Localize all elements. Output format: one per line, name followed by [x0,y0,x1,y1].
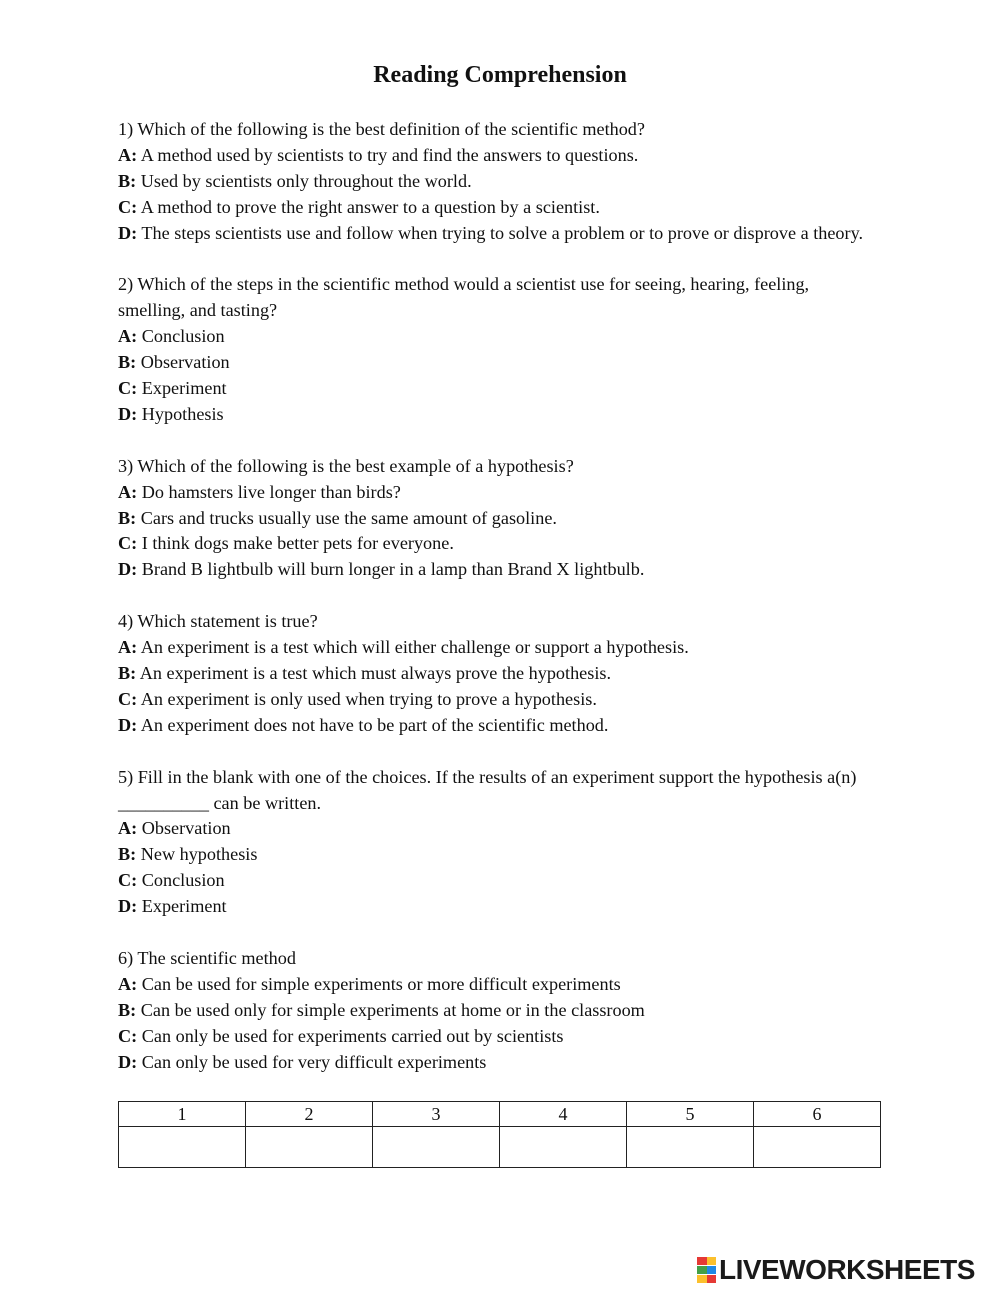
option-b [118,169,878,195]
option-letter: B: [118,844,137,865]
answer-cell-5[interactable] [627,1127,754,1168]
option-text: Can be used for simple experiments or more difficult experiments [137,973,621,994]
option-b [118,506,878,532]
option-c [118,376,878,402]
option-text: Do hamsters live longer than birds? [137,481,401,502]
option-letter: D: [118,714,138,735]
question-prompt: 2) Which of the steps in the scientific method would a scientist use for seeing, hearing, feeling, smelling, and tasting? [118,274,810,321]
option-a [118,972,878,998]
option-text: Observation [137,818,231,839]
question-6 [118,946,878,1076]
option-text: Experiment [137,896,227,917]
option-text: Used by scientists only throughout the world. [136,170,472,191]
option-letter: C: [118,196,138,217]
option-d [118,894,878,920]
answer-cell-4[interactable] [500,1127,627,1168]
option-text: Cars and trucks usually use the same amount of gasoline. [136,507,557,528]
option-letter: A: [118,144,138,165]
option-letter: D: [118,559,138,580]
option-a [118,324,878,350]
option-letter: A: [118,326,138,347]
option-text: An experiment is a test which must always prove the hypothesis. [136,662,611,683]
option-letter: C: [118,378,138,399]
option-letter: A: [118,973,138,994]
option-b [118,350,878,376]
option-letter: D: [118,403,138,424]
answer-header-6: 6 [754,1102,881,1127]
option-text: An experiment does not have to be part of the scientific method. [137,714,609,735]
answer-header-5: 5 [627,1102,754,1127]
option-a [118,635,878,661]
logo-block-icon [697,1266,716,1274]
option-text: Can only be used for experiments carried out by scientists [137,1025,564,1046]
option-c [118,687,878,713]
option-letter: A: [118,481,138,502]
option-text: Conclusion [137,326,225,347]
option-c [118,195,878,221]
questions-container [118,117,878,1075]
question-prompt: 1) Which of the following is the best definition of the scientific method? [118,119,645,139]
logo-text: LIVEWORKSHEETS [719,1254,975,1285]
answer-table [118,1101,881,1168]
option-letter: C: [118,870,138,891]
question-prompt: 5) Fill in the blank with one of the choices. If the results of an experiment support the hypothesis a(n) __________ can be written. [118,766,857,813]
option-text: New hypothesis [136,844,258,865]
question-prompt: 4) Which statement is true? [118,611,318,632]
option-d [118,713,878,739]
option-b [118,998,878,1024]
option-text: A method to prove the right answer to a question by a scientist. [137,196,600,217]
answer-header-2: 2 [246,1102,373,1127]
answer-table-header-row [119,1102,881,1127]
option-a [118,143,878,169]
option-text: A method used by scientists to try and find the answers to questions. [137,144,639,165]
answer-cell-3[interactable] [373,1127,500,1168]
option-letter: D: [118,222,138,243]
option-c [118,531,878,557]
option-text: The steps scientists use and follow when trying to solve a problem or to prove or disprove a theory. [137,222,864,243]
page-title: Reading Comprehension [373,62,627,88]
question-prompt: 3) Which of the following is the best example of a hypothesis? [118,455,574,476]
option-letter: B: [118,170,137,191]
option-letter: D: [118,896,138,917]
answer-cell-1[interactable] [119,1127,246,1168]
option-c [118,868,878,894]
option-letter: C: [118,1025,138,1046]
answer-table-input-row [119,1127,881,1168]
option-letter: B: [118,662,137,683]
option-a [118,816,878,842]
option-c [118,1024,878,1050]
option-a [118,480,878,506]
option-letter: C: [118,688,138,709]
option-d [118,1050,878,1076]
option-text: An experiment is only used when trying to prove a hypothesis. [137,688,597,709]
option-text: Can only be used for very difficult experiments [137,1051,487,1072]
answer-cell-2[interactable] [246,1127,373,1168]
option-text: An experiment is a test which will either challenge or support a hypothesis. [137,637,689,658]
question-1 [118,117,878,247]
option-text: I think dogs make better pets for everyone. [137,533,454,554]
question-5 [118,765,878,920]
question-2 [118,272,878,427]
logo-block-icon [697,1257,716,1265]
option-letter: B: [118,999,137,1020]
option-d [118,557,878,583]
option-d [118,402,878,428]
option-letter: D: [118,1051,138,1072]
question-prompt: 6) The scientific method [118,947,296,968]
option-letter: B: [118,352,137,373]
logo-block-icon [697,1275,716,1283]
question-4 [118,609,878,739]
option-text: Observation [136,352,230,373]
question-3 [118,454,878,584]
option-text: Brand B lightbulb will burn longer in a lamp than Brand X lightbulb. [137,559,645,580]
option-text: Hypothesis [137,403,224,424]
option-letter: A: [118,637,138,658]
answer-header-4: 4 [500,1102,627,1127]
option-letter: C: [118,533,138,554]
liveworksheets-logo [697,1256,975,1284]
option-b [118,842,878,868]
option-b [118,661,878,687]
answer-header-3: 3 [373,1102,500,1127]
option-letter: A: [118,818,138,839]
answer-cell-6[interactable] [754,1127,881,1168]
option-text: Conclusion [137,870,225,891]
option-letter: B: [118,507,137,528]
option-d [118,221,878,247]
option-text: Can be used only for simple experiments at home or in the classroom [136,999,645,1020]
option-text: Experiment [137,378,227,399]
answer-header-1: 1 [119,1102,246,1127]
logo-blocks-icon [697,1257,716,1283]
